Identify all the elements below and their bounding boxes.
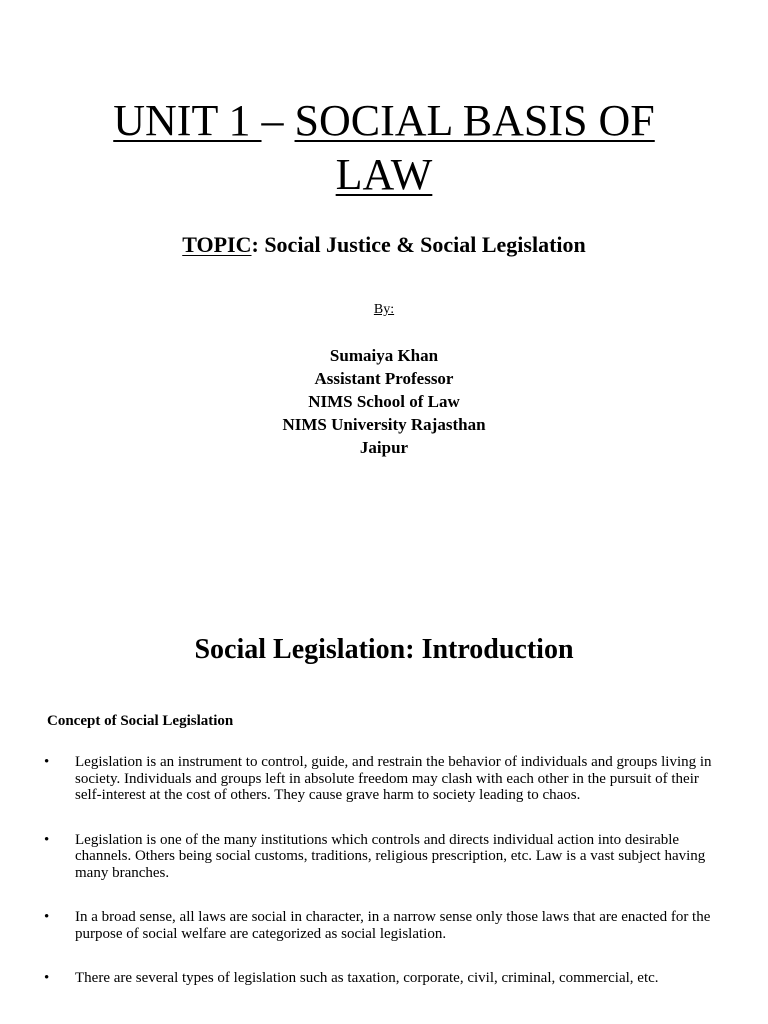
document-title-line-1: [0, 95, 768, 147]
section-heading: Social Legislation: Introduction: [194, 634, 574, 665]
title-unit: UNIT 1: [113, 96, 262, 145]
list-item: [0, 909, 768, 942]
author-school: NIMS School of Law: [308, 392, 460, 411]
author-university: NIMS University Rajasthan: [282, 415, 486, 434]
author-block: [0, 344, 768, 459]
author-name: Sumaiya Khan: [329, 346, 439, 365]
subheading: Concept of Social Legislation: [47, 713, 234, 729]
author-city: Jaipur: [359, 438, 409, 457]
title-law: LAW: [335, 150, 433, 199]
bullet-icon: •: [44, 909, 50, 925]
document-title-line-2: [0, 149, 768, 201]
bullet-icon: •: [44, 970, 50, 986]
bullet-text: Legislation is one of the many institutions which controls and directs individual action into desirable channels. Others being social customs, traditions, religious prescription, etc. Law is a vast subject having many branches.: [75, 831, 706, 881]
byline: By:: [373, 302, 395, 317]
bullet-icon: •: [44, 754, 50, 770]
title-dash: –: [261, 96, 295, 145]
bullet-list: [0, 754, 768, 987]
list-item: [0, 970, 768, 987]
bullet-text: Legislation is an instrument to control, guide, and restrain the behavior of individuals and groups living in society. Individuals and groups left in absolute freedom may clash with each other in the pursuit of their self-interest at the cost of others. They cause grave harm to society leading to chaos.: [75, 754, 712, 803]
topic-label: TOPIC: [182, 232, 252, 257]
bullet-icon: •: [44, 831, 50, 848]
topic-text: : Social Justice & Social Legislation: [251, 232, 586, 257]
title-social-basis: SOCIAL BASIS OF: [294, 96, 655, 145]
list-item: [0, 754, 768, 804]
topic-line: [0, 230, 768, 260]
bullet-text: In a broad sense, all laws are social in character, in a narrow sense only those laws that are enacted for the purpose of social welfare are categorized as social legislation.: [75, 909, 711, 942]
author-position: Assistant Professor: [314, 369, 454, 388]
bullet-text: There are several types of legislation such as taxation, corporate, civil, criminal, commercial, etc.: [75, 970, 659, 986]
list-item: [0, 832, 768, 882]
